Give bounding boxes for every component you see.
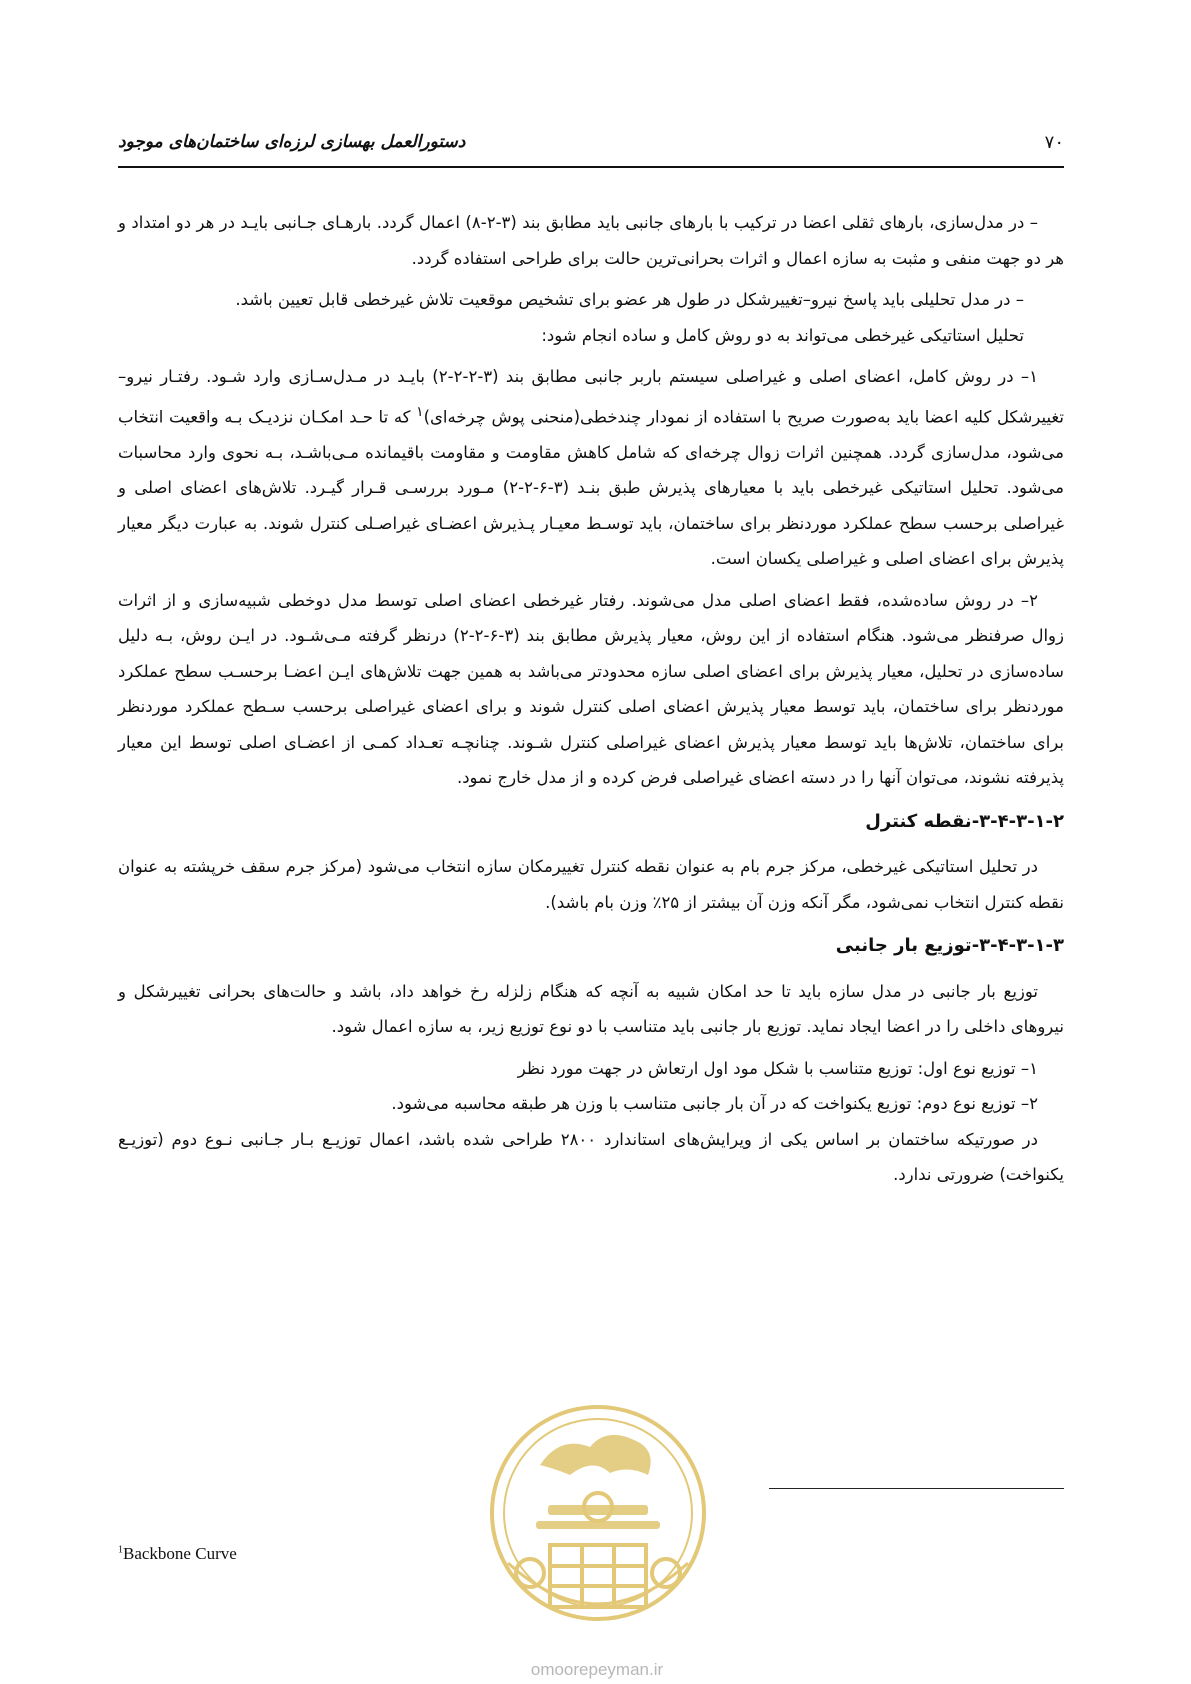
footnote-text: Backbone Curve xyxy=(123,1544,237,1563)
body-text xyxy=(118,205,1064,1199)
footnote xyxy=(118,1544,237,1564)
paragraph: در تحلیل استاتیکی غیرخطی، مرکز جرم بام به عنوان نقطه کنترل تغییرمکان سازه انتخاب می‌شود (مرکز جرم سقف خرپشته به عنوان نقطه کنترل انتخاب نمی‌شود، مگر آنکه وزن آن بیشتر از ۲۵٪ وزن بام باشد). xyxy=(118,857,1064,912)
footnote-marker: 1 xyxy=(118,1544,123,1556)
footnote-rule xyxy=(769,1488,1064,1489)
paragraph: در صورتیکه ساختمان بر اساس یکی از ویرایش‌های استاندارد ۲۸۰۰ طراحی شده باشد، اعمال توزیـع بـار جـانبی نـوع دوم (توزیـع یکنواخت) ضرورتی ندارد. xyxy=(118,1129,1064,1184)
paragraph: – در مدل تحلیلی باید پاسخ نیرو–تغییرشکل در طول هر عضو برای تشخیص موقعیت تلاش غیرخطی قابل تعیین باشد. xyxy=(235,290,1024,309)
section-heading: ۳-۴-۳-۱-۳-توزیع بار جانبی xyxy=(835,935,1064,956)
paragraph-part: که تا حـد امکـان نزدیـک بـه واقعیت انتخاب می‌شود، مدل‌سازی گردد. همچنین اثرات زوال چرخه‌ای که شامل کاهش مقاومت و مقاومت باقیمانده مـی‌باشـد، بـه نحوی وارد محاسبات می‌شود. تحلیل استاتیکی غیرخطی باید با معیارهای پذیرش طبق بنـد (۳-۶-۲-۲) مـورد بررسـی قـرار گیـرد. تلاش‌های اعضای اصلی و غیراصلی برحسب سطح عملکرد موردنظر برای ساختمان، باید توسـط معیـار پـذیرش اعضـای غیراصـلی کنترل شوند. به عبارت دیگر معیار پذیرش برای اعضای اصلی و غیراصلی یکسان است. xyxy=(118,407,1064,568)
list-item: ۱– توزیع نوع اول: توزیع متناسب با شکل مود اول ارتعاش در جهت مورد نظر xyxy=(517,1058,1038,1078)
watermark-url: omoorepeyman.ir xyxy=(530,1660,664,1679)
paragraph-with-footnote xyxy=(118,359,1064,577)
watermark-logo xyxy=(478,1395,718,1660)
page-number: ۷۰ xyxy=(1044,132,1064,153)
page-header xyxy=(118,128,1064,162)
footnote-reference[interactable]: ۱ xyxy=(416,403,424,420)
paragraph: – در مدل‌سازی، بارهای ثقلی اعضا در ترکیب با بارهای جانبی باید مطابق بند (۳-۲-۸) اعمال گردد. بارهـای جـانبی بایـد در هر دو امتداد و هر دو جهت منفی و مثبت به سازه اعمال و اثرات بحرانی‌ترین حالت برای طراحی استفاده گردد. xyxy=(118,213,1064,268)
paragraph: توزیع بار جانبی در مدل سازه باید تا حد امکان شبیه به آنچه که هنگام زلزله رخ خواهد داد، باشد و حالت‌های بحرانی تغییرشکل و نیروهای داخلی را در اعضا ایجاد نماید. توزیع بار جانبی باید متناسب با دو نوع توزیع زیر، به سازه اعمال شود. xyxy=(118,981,1064,1036)
seal-icon xyxy=(478,1395,718,1660)
list-item: ۲– توزیع نوع دوم: توزیع یکنواخت که در آن بار جانبی متناسب با وزن هر طبقه محاسبه می‌شود. xyxy=(391,1094,1038,1113)
section-heading: ۳-۴-۳-۱-۲-نقطه کنترل xyxy=(865,810,1064,832)
paragraph: تحلیل استاتیکی غیرخطی می‌تواند به دو روش کامل و ساده انجام شود: xyxy=(541,325,1024,345)
paragraph: ۲– در روش ساده‌شده، فقط اعضای اصلی مدل می‌شوند. رفتار غیرخطی اعضای اصلی توسط مدل دوخطی شبیه‌سازی و از اثرات زوال صرفنظر می‌شود. هنگام استفاده از این روش، معیار پذیرش مطابق بند (۳-۶-۲-۲) درنظر گرفته مـی‌شـود. در ایـن روش، بـه دلیل ساده‌سازی در تحلیل، معیار پذیرش برای اعضای اصلی سازه محدودتر می‌باشد به همین جهت تلاش‌های ایـن اعضـا برحسـب سطح عملکرد موردنظر برای ساختمان، باید توسط معیار پذیرش اعضای اصلی کنترل شوند و برای اعضای غیراصلی برحسب سـطح عملکرد موردنظر برای ساختمان، تلاش‌ها باید توسط معیار پذیرش اعضای غیراصلی کنترل شـوند. چنانچـه تعـداد کمـی از اعضـای اصلی توسط این معیار پذیرفته نشوند، می‌توان آنها را در دسته اعضای غیراصلی فرض کرده و از مدل خارج نمود. xyxy=(118,590,1064,787)
header-rule xyxy=(118,166,1064,168)
paragraph-part: ۱– در روش کامل، اعضای اصلی و غیراصلی سیستم باربر جانبی مطابق بند (۳-۲-۲-۲) بایـد در مـدل‌سـازی وارد شـود. رفتـار نیرو–تغییرشکل کلیه اعضا باید به‌صورت صریح با استفاده از نمودار چندخطی(منحنی پوش چرخه‌ای) xyxy=(118,367,1064,426)
running-title: دستورالعمل بهسازی لرزه‌ای ساختمان‌های موجود xyxy=(118,132,466,152)
